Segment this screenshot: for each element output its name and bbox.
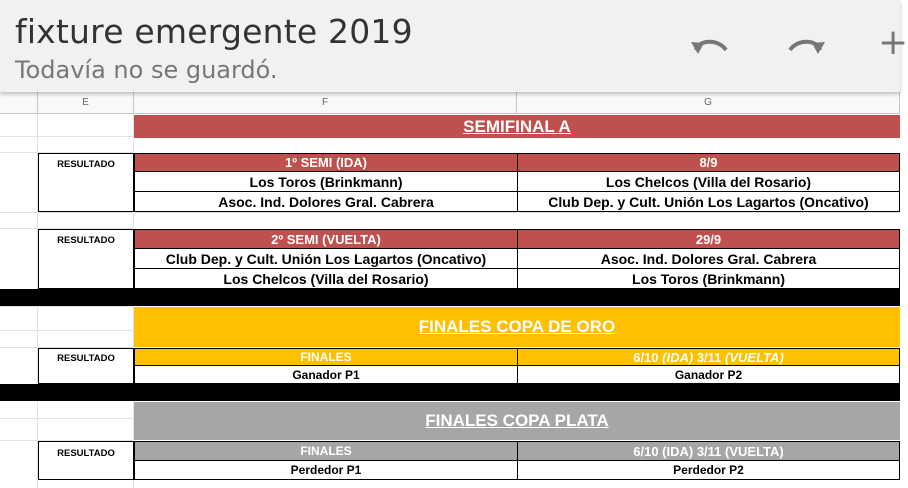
column-header-f[interactable]: F (134, 92, 517, 114)
separator-row (0, 289, 900, 306)
column-header-blank[interactable] (0, 92, 38, 114)
copa-oro-title[interactable]: FINALES (134, 348, 518, 366)
semi2-result-cell[interactable] (38, 229, 134, 289)
copa-plata-result-cell[interactable] (38, 441, 134, 480)
copa-oro-result-cell[interactable] (38, 348, 134, 384)
semi2-away-team-1[interactable]: Asoc. Ind. Dolores Gral. Cabrera (517, 248, 900, 269)
gridline (0, 306, 134, 307)
undo-icon[interactable] (688, 30, 732, 62)
result-label: RESULTADO (57, 448, 115, 459)
semi1-away-team-1[interactable]: Los Chelcos (Villa del Rosario) (517, 171, 900, 192)
semi1-result-cell[interactable] (38, 153, 134, 212)
separator-row (0, 384, 900, 401)
spreadsheet-grid (0, 92, 900, 488)
document-title[interactable]: fixture emergente 2019 (15, 12, 413, 51)
save-status: Todavía no se guardó. (15, 56, 278, 84)
redo-icon[interactable] (784, 30, 828, 62)
copa-plata-banner[interactable]: FINALES COPA PLATA (134, 402, 900, 440)
gridline (0, 136, 134, 137)
copa-oro-team-a[interactable]: Ganador P1 (134, 365, 518, 384)
semi1-home-team-1[interactable]: Los Toros (Brinkmann) (134, 171, 518, 192)
semi1-home-team-2[interactable]: Asoc. Ind. Dolores Gral. Cabrera (134, 191, 518, 212)
semi2-date[interactable]: 29/9 (517, 229, 900, 249)
app-header (0, 0, 908, 92)
date-vuelta-tag: (VUELTA) (725, 349, 784, 365)
gridline (0, 418, 134, 419)
column-header-g[interactable]: G (517, 92, 900, 114)
column-header-e[interactable]: E (38, 92, 134, 114)
copa-plata-dates[interactable]: 6/10 (IDA) 3/11 (VUELTA) (517, 441, 900, 461)
copa-plata-team-b[interactable]: Perdedor P2 (517, 460, 900, 480)
date-ida-tag: (IDA) (662, 349, 694, 365)
copa-plata-team-a[interactable]: Perdedor P1 (134, 460, 518, 480)
result-label: RESULTADO (57, 353, 115, 364)
semi2-title[interactable]: 2º SEMI (VUELTA) (134, 229, 518, 249)
copa-oro-dates[interactable] (517, 348, 900, 366)
date-ida: 6/10 (633, 349, 659, 365)
semi2-home-team-1[interactable]: Club Dep. y Cult. Unión Los Lagartos (Oncativo) (134, 248, 518, 269)
semi1-date[interactable]: 8/9 (517, 153, 900, 172)
copa-oro-banner[interactable]: FINALES COPA DE ORO (134, 307, 900, 347)
semi1-away-team-2[interactable]: Club Dep. y Cult. Unión Los Lagartos (Oncativo) (517, 191, 900, 212)
result-label: RESULTADO (57, 235, 115, 246)
date-vuelta: 3/11 (696, 349, 722, 365)
gridline (0, 330, 134, 331)
semi2-away-team-2[interactable]: Los Toros (Brinkmann) (517, 268, 900, 289)
add-icon[interactable]: + (878, 22, 908, 63)
semi1-title[interactable]: 1º SEMI (IDA) (134, 153, 518, 172)
semi2-home-team-2[interactable]: Los Chelcos (Villa del Rosario) (134, 268, 518, 289)
copa-oro-team-b[interactable]: Ganador P2 (517, 365, 900, 384)
result-label: RESULTADO (57, 159, 115, 170)
copa-plata-title[interactable]: FINALES (134, 441, 518, 461)
gridline (0, 212, 900, 213)
semifinal-a-banner[interactable]: SEMIFINAL A (134, 115, 900, 138)
